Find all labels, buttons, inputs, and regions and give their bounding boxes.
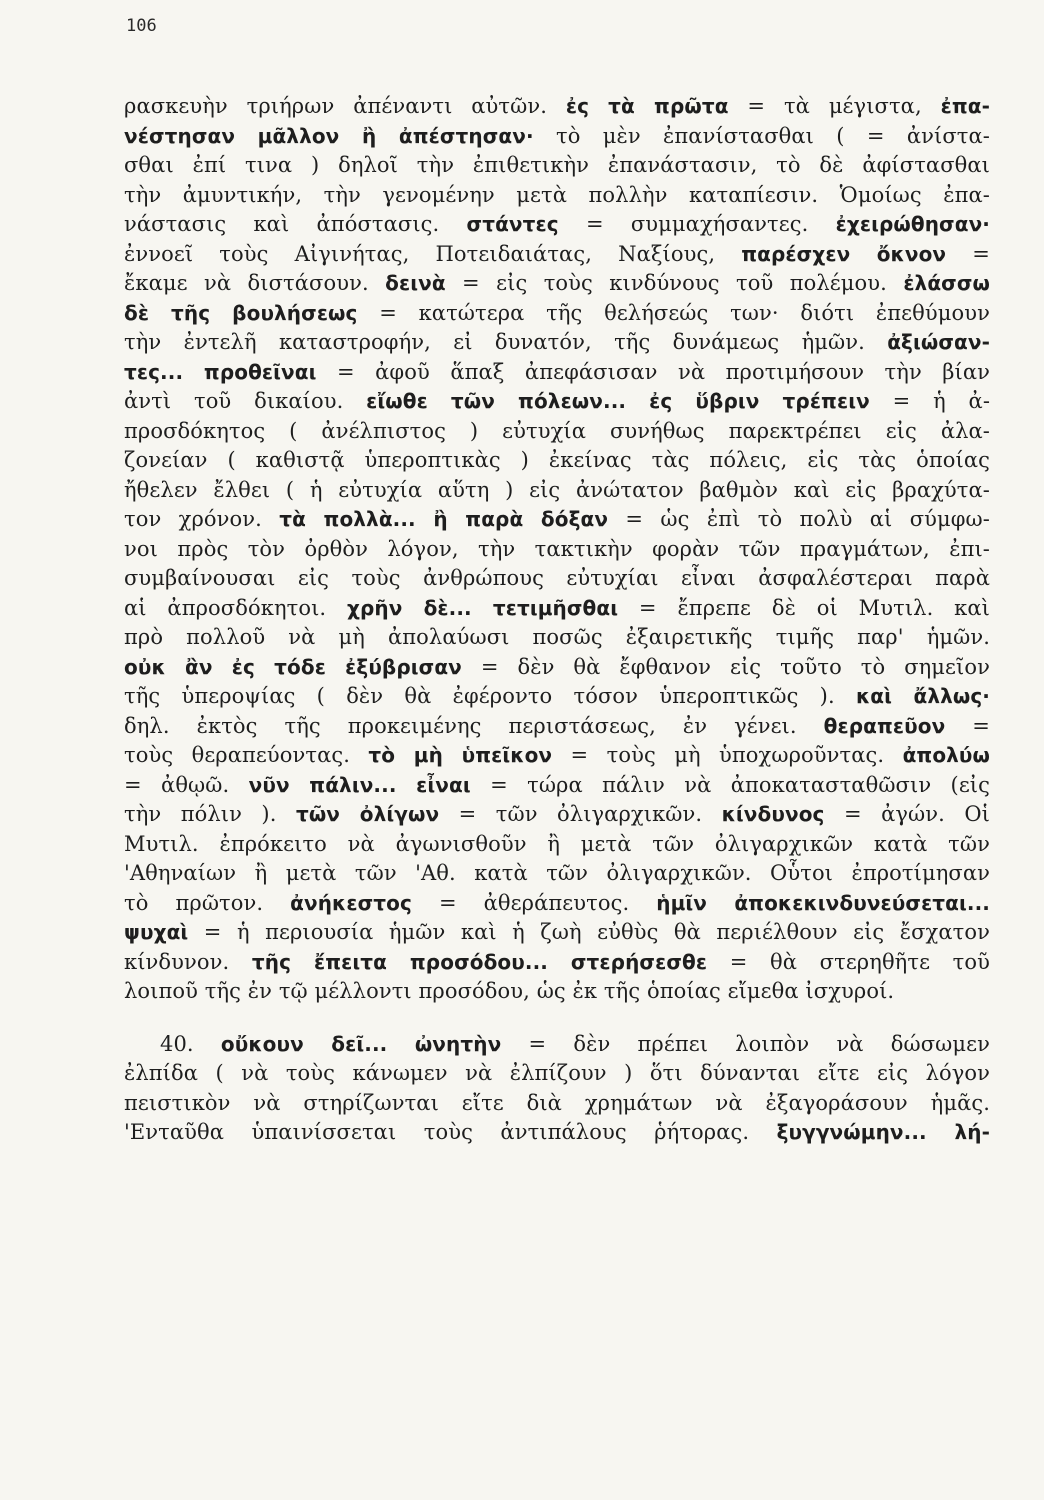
lemma-term: τὸ μὴ ὑπεῖκον — [368, 743, 553, 767]
gloss-text: ρασκευὴν τριήρων ἀπέναντι αὐτῶν. — [124, 94, 566, 118]
text-line — [124, 682, 990, 712]
lemma-term: τες... προθεῖναι — [124, 359, 317, 384]
gloss-text: πρὸ πολλοῦ νὰ μὴ ἀπολαύωσι ποσῶς ἐξαιρετικῆς τιμῆς παρ' ἡμῶν. — [124, 625, 990, 649]
text-line — [124, 653, 990, 683]
gloss-text: = ἀγών. Οἱ — [824, 802, 990, 826]
gloss-text: = — [945, 713, 990, 738]
gloss-text: τον χρόνον. — [124, 507, 280, 531]
gloss-text: τῆς ὑπεροψίας ( δὲν θὰ ἐφέροντο τόσον ὑπεροπτικῶς ). — [124, 684, 856, 708]
gloss-text: νάστασις καὶ ἀπόστασις. — [124, 212, 467, 236]
gloss-text: = ἡ ἀ- — [869, 389, 990, 413]
lemma-term: ἐς τὰ πρῶτα — [565, 94, 729, 118]
lemma-term: δὲ τῆς βουλήσεως — [124, 300, 358, 325]
gloss-text: = ἀφοῦ ἅπαξ ἀπεφάσισαν νὰ προτιμήσουν τὴν βίαν — [316, 359, 990, 384]
gloss-text: = — [946, 241, 990, 266]
commentary-text — [124, 92, 990, 1148]
text-line — [124, 122, 990, 152]
paragraph-gap — [124, 1007, 990, 1030]
text-line — [124, 240, 990, 270]
gloss-text: δηλ. ἐκτὸς τῆς προκειμένης περιστάσεως, ἐν γένει. — [124, 713, 824, 738]
text-line — [124, 210, 990, 240]
text-line — [124, 387, 990, 417]
gloss-text: τὴν ἐντελῆ καταστροφήν, εἰ δυνατόν, τῆς δυνάμεως ἡμῶν. — [124, 330, 888, 354]
gloss-text: = τοὺς μὴ ὑποχωροῦντας. — [552, 743, 903, 767]
lemma-term: νῦν πάλιν... εἶναι — [248, 772, 471, 797]
lemma-term: ἀνήκεστος — [290, 890, 412, 915]
gloss-text: = δὲν θὰ ἔφθανον εἰς τοῦτο τὸ σημεῖον — [461, 654, 990, 679]
gloss-text: 'Ενταῦθα ὑπαινίσσεται τοὺς ἀντιπάλους ῥήτορας. — [124, 1120, 777, 1144]
gloss-text: = θὰ στερηθῆτε τοῦ — [707, 949, 990, 974]
gloss-text: τὴν πόλιν ). — [124, 802, 296, 826]
text-line — [124, 800, 990, 830]
gloss-text: = κατώτερα τῆς θελήσεώς των· διότι ἐπεθύμουν — [357, 300, 990, 325]
text-line — [124, 1118, 990, 1148]
text-line — [124, 299, 990, 329]
text-line — [124, 977, 990, 1007]
gloss-text: = συμμαχήσαντες. — [558, 212, 836, 236]
text-line — [124, 918, 990, 948]
text-line — [124, 269, 990, 299]
gloss-text: Μυτιλ. ἐπρόκειτο νὰ ἀγωνισθοῦν ἢ μετὰ τῶν ὀλιγαρχικῶν κατὰ τῶν — [124, 831, 990, 856]
gloss-text: = τώρα πάλιν νὰ ἀποκατασταθῶσιν (εἰς — [470, 772, 990, 797]
gloss-text: λοιποῦ τῆς ἐν τῷ μέλλοντι προσόδου, ὡς ἐκ τῆς ὁποίας εἴμεθα ἰσχυροί. — [124, 979, 895, 1003]
gloss-text: πειστικὸν νὰ στηρίζωνται εἴτε διὰ χρημάτων νὰ ἐξαγοράσουν ἡμᾶς. — [124, 1090, 990, 1115]
lemma-term: ἐχειρώθησαν· — [835, 212, 990, 236]
gloss-text: τὴν ἀμυντικήν, τὴν γενομένην μετὰ πολλὴν καταπίεσιν. Ὁμοίως ἐπα- — [124, 182, 990, 207]
lemma-term: παρέσχεν ὄκνον — [741, 241, 947, 266]
text-line — [124, 771, 990, 801]
gloss-text: = ὡς ἐπὶ τὸ πολὺ αἱ σύμφω- — [608, 507, 990, 531]
lemma-term: θεραπεῦον — [823, 713, 946, 738]
lemma-term: τὰ πολλὰ... ἢ παρὰ δόξαν — [279, 507, 609, 531]
gloss-text: 'Αθηναίων ἢ μετὰ τῶν 'Αθ. κατὰ τῶν ὀλιγαρχικῶν. Οὗτοι ἐπροτίμησαν — [124, 861, 990, 885]
text-line — [124, 446, 990, 476]
text-line — [124, 535, 990, 565]
gloss-text: σθαι ἐπί τινα ) δηλοῖ τὴν ἐπιθετικὴν ἐπανάστασιν, τὸ δὲ ἀφίστασθαι — [124, 153, 990, 177]
gloss-text: 40. — [160, 1031, 221, 1056]
text-line — [124, 859, 990, 889]
lemma-term: οὐκ ἂν ἐς τόδε ἐξύβρισαν — [124, 654, 462, 679]
lemma-term: ἐλάσσω — [903, 271, 990, 295]
gloss-text: ζονείαν ( καθιστᾷ ὑπεροπτικὰς ) ἐκείνας τὰς πόλεις, εἰς τὰς ὁποίας — [124, 448, 990, 472]
gloss-text: ἤθελεν ἔλθει ( ἡ εὐτυχία αὕτη ) εἰς ἀνώτατον βαθμὸν καὶ εἰς βραχύτα- — [124, 477, 990, 502]
text-line — [124, 358, 990, 388]
gloss-text: = τῶν ὀλιγαρχικῶν. — [439, 802, 722, 826]
gloss-text: = ἀθῳῶ. — [124, 772, 249, 797]
lemma-term: ἐπα- — [940, 94, 990, 118]
page-number: 106 — [126, 16, 157, 36]
lemma-term: καὶ ἄλλως· — [855, 684, 990, 708]
gloss-text: τοὺς θεραπεύοντας. — [124, 743, 369, 767]
gloss-text: αἱ ἀπροσδόκητοι. — [124, 595, 348, 620]
text-line — [124, 1030, 990, 1060]
text-line — [124, 712, 990, 742]
gloss-text: τὸ μὲν ἐπανίστασθαι ( = ἀνίστα- — [533, 123, 990, 148]
gloss-text: = ἀθεράπευτος. — [411, 890, 657, 915]
text-line — [124, 741, 990, 771]
lemma-term: στάντες — [466, 212, 559, 236]
lemma-term: χρῆν δὲ... τετιμῆσθαι — [347, 595, 619, 620]
lemma-term: ἀξιώσαν- — [887, 330, 990, 354]
gloss-text: ἀντὶ τοῦ δικαίου. — [124, 389, 367, 413]
text-line — [124, 1089, 990, 1119]
text-line — [124, 889, 990, 919]
text-line — [124, 1059, 990, 1089]
gloss-text: συμβαίνουσαι εἰς τοὺς ἀνθρώπους εὐτυχίαι εἶναι ἀσφαλέστεραι παρὰ — [124, 566, 990, 590]
gloss-text: προσδόκητος ( ἀνέλπιστος ) εὐτυχία συνήθως παρεκτρέπει εἰς ἀλα- — [124, 418, 990, 443]
lemma-term: ξυγγνώμην... λή- — [776, 1120, 990, 1144]
text-line — [124, 328, 990, 358]
lemma-term: τῆς ἔπειτα προσόδου... στερήσεσθε — [251, 949, 708, 974]
lemma-term: νέστησαν μᾶλλον ἢ ἀπέστησαν· — [124, 123, 534, 148]
lemma-term: δεινὰ — [385, 271, 446, 295]
gloss-text: τὸ πρῶτον. — [124, 890, 291, 915]
gloss-text: ἐννοεῖ τοὺς Αἰγινήτας, Ποτειδαιάτας, Ναξίους, — [124, 241, 742, 266]
gloss-text: = ἔπρεπε δὲ οἱ Μυτιλ. καὶ — [618, 595, 990, 620]
lemma-term: κίνδυνος — [721, 802, 825, 826]
gloss-text: = ἡ περιουσία ἡμῶν καὶ ἡ ζωὴ εὐθὺς θὰ περιέλθουν εἰς ἔσχατον — [188, 920, 990, 944]
text-line — [124, 594, 990, 624]
gloss-text: κίνδυνον. — [124, 949, 252, 974]
lemma-term: οὔκουν δεῖ... ὠνητὴν — [220, 1031, 502, 1056]
text-line — [124, 564, 990, 594]
text-line — [124, 476, 990, 506]
gloss-text: = τὰ μέγιστα, — [728, 94, 941, 118]
lemma-term: ψυχαὶ — [124, 920, 189, 944]
gloss-text: νοι πρὸς τὸν ὀρθὸν λόγον, τὴν τακτικὴν φορὰν τῶν πραγμάτων, ἐπι- — [124, 536, 990, 561]
lemma-term: τῶν ὀλίγων — [295, 802, 440, 826]
text-line — [124, 151, 990, 181]
text-line — [124, 417, 990, 447]
lemma-term: ἡμῖν ἀποκεκινδυνεύσεται... — [656, 890, 990, 915]
text-line — [124, 505, 990, 535]
text-line — [124, 92, 990, 122]
text-line — [124, 830, 990, 860]
gloss-text: = εἰς τοὺς κινδύνους τοῦ πολέμου. — [445, 271, 904, 295]
gloss-text: = δὲν πρέπει λοιπὸν νὰ δώσωμεν — [501, 1031, 990, 1056]
text-line — [124, 623, 990, 653]
lemma-term: ἀπολύω — [902, 743, 990, 767]
lemma-term: εἴωθε τῶν πόλεων... ἐς ὕβριν τρέπειν — [366, 389, 870, 413]
text-line — [124, 948, 990, 978]
text-line — [124, 181, 990, 211]
gloss-text: ἐλπίδα ( νὰ τοὺς κάνωμεν νὰ ἐλπίζουν ) ὅτι δύνανται εἴτε εἰς λόγον — [124, 1061, 990, 1085]
gloss-text: ἔκαμε νὰ διστάσουν. — [124, 271, 386, 295]
